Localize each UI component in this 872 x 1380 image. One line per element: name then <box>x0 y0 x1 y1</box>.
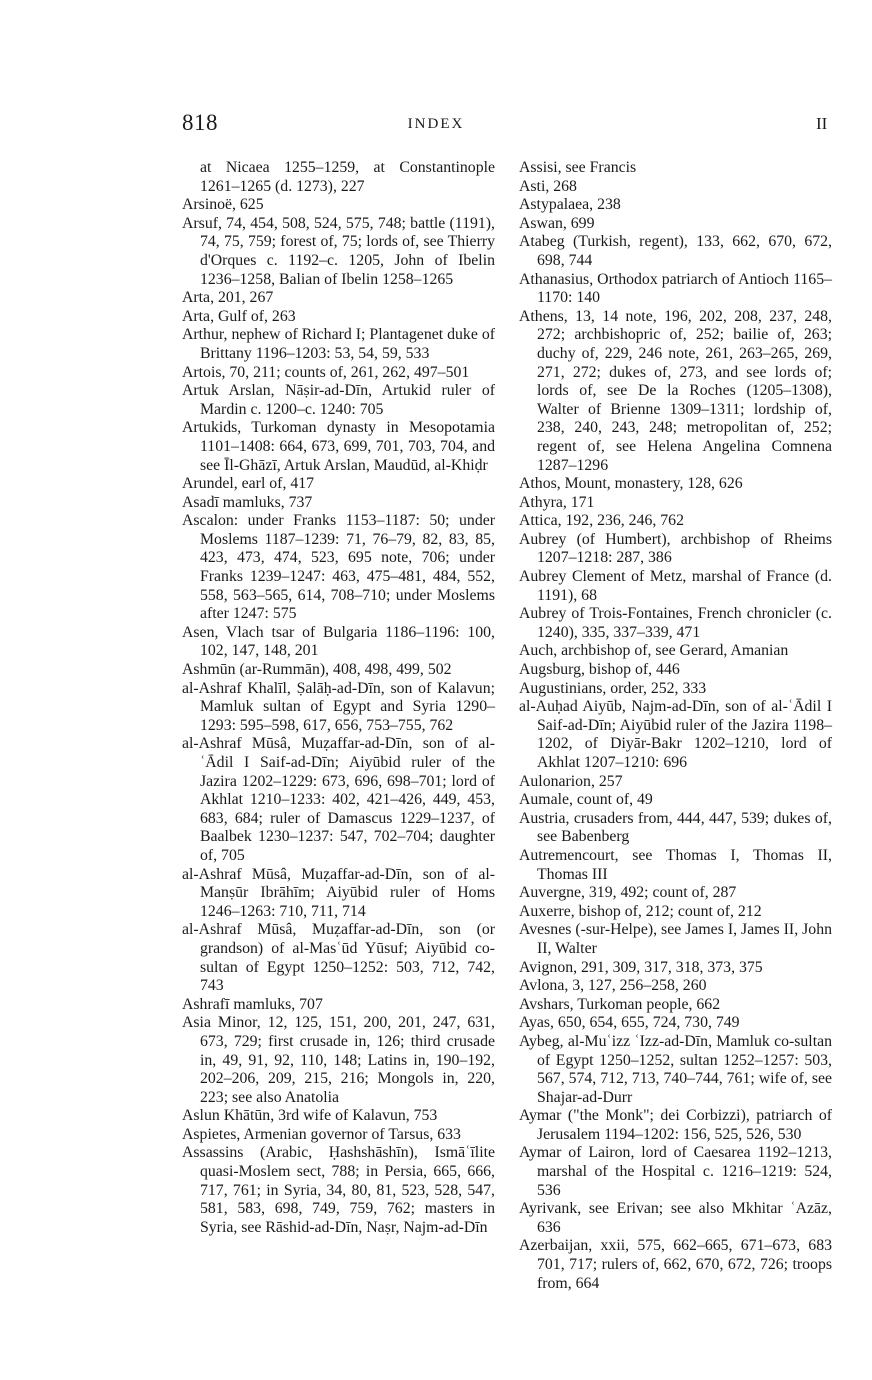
index-entry: Aymar of Lairon, lord of Caesarea 1192–1213, marshal of the Hospital c. 1216–1219: 524, 536 <box>519 1144 832 1199</box>
index-entry: Aswan, 699 <box>519 214 595 232</box>
index-entry: Asen, Vlach tsar of Bulgaria 1186–1196: 100, 102, 147, 148, 201 <box>182 623 495 660</box>
index-entry: Autremencourt, see Thomas I, Thomas II, Thomas III <box>519 846 832 883</box>
index-entry: Asia Minor, 12, 125, 151, 200, 201, 247, 631, 673, 729; first crusade in, 126; third crusade in, 49, 91, 92, 110, 148; Latins in, 190–192, 202–206, 209, 215, 216; Mongols in, 220, 223; see also Anatolia <box>182 1014 495 1106</box>
index-entry: Aymar ("the Monk"; dei Corbizzi), patriarch of Jerusalem 1194–1202: 156, 525, 526, 530 <box>519 1107 832 1143</box>
running-title: INDEX <box>407 116 465 132</box>
index-entry: Aulonarion, 257 <box>519 772 623 790</box>
page-number: 818 <box>182 110 218 135</box>
index-entry: Azerbaijan, xxii, 575, 662–665, 671–673, 683 701, 717; rulers of, 662, 670, 672, 726; troops from, 664 <box>519 1237 832 1292</box>
index-entry: Aspietes, Armenian governor of Tarsus, 633 <box>182 1125 461 1143</box>
index-column-right <box>519 159 832 1293</box>
index-entry: al-Ashraf Mūsâ, Muẓaffar-ad-Dīn, son of al-Manṣūr Ibrāhīm; Aiyūbid ruler of Homs 1246–1263: 710, 711, 714 <box>182 865 495 920</box>
index-entry: Aumale, count of, 49 <box>519 791 653 809</box>
index-entry: Avshars, Turkoman people, 662 <box>519 995 721 1013</box>
index-entry: Astypalaea, 238 <box>519 196 621 214</box>
volume-number: II <box>816 114 828 133</box>
index-entry: Austria, crusaders from, 444, 447, 539; dukes of, see Babenberg <box>519 809 832 846</box>
index-entry: Arundel, earl of, 417 <box>182 475 315 493</box>
index-entry: Arsinoë, 625 <box>182 196 264 214</box>
index-entry: Avlona, 3, 127, 256–258, 260 <box>519 977 707 995</box>
index-entry: Arthur, nephew of Richard I; Plantagenet duke of Brittany 1196–1203: 53, 54, 59, 533 <box>182 326 495 362</box>
index-entry: Auvergne, 319, 492; count of, 287 <box>519 884 737 902</box>
index-entry: Avesnes (-sur-Helpe), see James I, James II, John II, Walter <box>519 921 832 957</box>
index-entry: Ayas, 650, 654, 655, 724, 730, 749 <box>519 1014 740 1032</box>
index-entry: Aybeg, al-Muʿizz ʿIzz-ad-Dīn, Mamluk co-sultan of Egypt 1250–1252, sultan 1252–1257: 503, 567, 574, 712, 713, 740–744, 761; wife of, see Shajar-ad-Durr <box>519 1032 832 1106</box>
index-entry: Avignon, 291, 309, 317, 318, 373, 375 <box>519 958 763 976</box>
index-entry: Atabeg (Turkish, regent), 133, 662, 670, 672, 698, 744 <box>519 233 832 269</box>
index-entry: at Nicaea 1255–1259, at Constantinople 1261–1265 (d. 1273), 227 <box>200 159 495 195</box>
index-entry: Ayrivank, see Erivan; see also Mkhitar ʿAzāz, 636 <box>519 1200 832 1236</box>
index-entry: Asti, 268 <box>519 177 577 195</box>
index-entry: Athyra, 171 <box>519 493 595 511</box>
index-entry: al-Ashraf Mūsâ, Muẓaffar-ad-Dīn, son of al-ʿĀdil I Saif-ad-Dīn; Aiyūbid ruler of the Jazira 1202–1229: 673, 696, 698–701; lord of Akhlat 1210–1233: 402, 421–426, 449, 453, 683, 684; ruler of Damascus 1229–1237, of Baalbek 1230–1237: 547, 702–704; daughter of, 705 <box>182 735 495 864</box>
page-header <box>0 110 872 144</box>
index-entry: Augsburg, bishop of, 446 <box>519 661 680 679</box>
index-entry: Assassins (Arabic, Ḥashshāshīn), Ismāʿīlite quasi-Moslem sect, 788; in Persia, 665, 666, 717, 761; in Syria, 34, 80, 81, 523, 528, 547, 581, 583, 698, 749, 759, 762; masters in Syria, see Rāshid-ad-Dīn, Naṣr, Najm-ad-Dīn <box>182 1144 495 1236</box>
index-entry: al-Ashraf Mūsâ, Muẓaffar-ad-Dīn, son (or grandson) of al-Masʿūd Yūsuf; Aiyūbid co-sultan of Egypt 1250–1252: 503, 712, 742, 743 <box>182 921 495 995</box>
index-entry: Athens, 13, 14 note, 196, 202, 208, 237, 248, 272; archbishopric of, 252; bailie of, 263; duchy of, 229, 246 note, 261, 263–265, 269, 271, 272; dukes of, 273, and see lords of; lords of, see De la Roches (1205–1308), Walter of Brienne 1309–1311; lordship of, 238, 240, 243, 248; metropolitan of, 252; regent of, see Helena Angelina Comnena 1287–1296 <box>519 307 832 474</box>
index-entry: Arta, 201, 267 <box>182 289 274 307</box>
index-entry: Asadī mamluks, 737 <box>182 493 313 511</box>
index-entry: Athanasius, Orthodox patriarch of Antioch 1165–1170: 140 <box>519 270 832 307</box>
index-entry: Assisi, see Francis <box>519 159 637 176</box>
index-entry: Athos, Mount, monastery, 128, 626 <box>519 475 743 493</box>
index-entry: Artukids, Turkoman dynasty in Mesopotamia 1101–1408: 664, 673, 699, 701, 703, 704, and see Īl-Ghāzī, Artuk Arslan, Maudūd, al-Khiḍr <box>182 419 495 474</box>
index-entry: Aubrey Clement of Metz, marshal of France (d. 1191), 68 <box>519 568 832 604</box>
index-entry: Ashrafī mamluks, 707 <box>182 995 323 1013</box>
index-entry: al-Ashraf Khalīl, Ṣalāḥ-ad-Dīn, son of Kalavun; Mamluk sultan of Egypt and Syria 1290–1293: 595–598, 617, 656, 753–755, 762 <box>182 679 495 734</box>
index-entry: Aubrey of Trois-Fontaines, French chronicler (c. 1240), 335, 337–339, 471 <box>519 605 832 641</box>
index-entry: Arta, Gulf of, 263 <box>182 307 296 325</box>
index-entry: Artois, 70, 211; counts of, 261, 262, 497–501 <box>182 363 470 381</box>
index-entry: Aubrey (of Humbert), archbishop of Rheims 1207–1218: 287, 386 <box>519 530 832 567</box>
index-entry: Aslun Khātūn, 3rd wife of Kalavun, 753 <box>182 1107 438 1125</box>
index-entry: Auch, archbishop of, see Gerard, Amanian <box>519 642 789 660</box>
index-entry: Artuk Arslan, Nāṣir-ad-Dīn, Artukid ruler of Mardin c. 1200–c. 1240: 705 <box>182 382 495 418</box>
index-entry: Auxerre, bishop of, 212; count of, 212 <box>519 902 762 920</box>
index-entry: Attica, 192, 236, 246, 762 <box>519 512 684 530</box>
index-column-left <box>182 159 495 1237</box>
index-entry: Arsuf, 74, 454, 508, 524, 575, 748; battle (1191), 74, 75, 759; forest of, 75; lords of, see Thierry d'Orques c. 1192–c. 1205, John of Ibelin 1236–1258, Balian of Ibelin 1258–1265 <box>182 214 495 288</box>
index-entry: Ascalon: under Franks 1153–1187: 50; under Moslems 1187–1239: 71, 76–79, 82, 83, 85, 423, 473, 474, 523, 695 note, 706; under Franks 1239–1247: 463, 475–481, 484, 552, 558, 563–565, 614, 708–710; under Moslems after 1247: 575 <box>182 512 495 623</box>
index-entry: Augustinians, order, 252, 333 <box>519 679 707 697</box>
index-entry: al-Auḥad Aiyūb, Najm-ad-Dīn, son of al-ʿĀdil I Saif-ad-Dīn; Aiyūbid ruler of the Jazira 1198–1202, of Diyār-Bakr 1202–1210, lord of Akhlat 1207–1210: 696 <box>519 698 832 771</box>
index-entry: Ashmūn (ar-Rummān), 408, 498, 499, 502 <box>182 661 452 679</box>
